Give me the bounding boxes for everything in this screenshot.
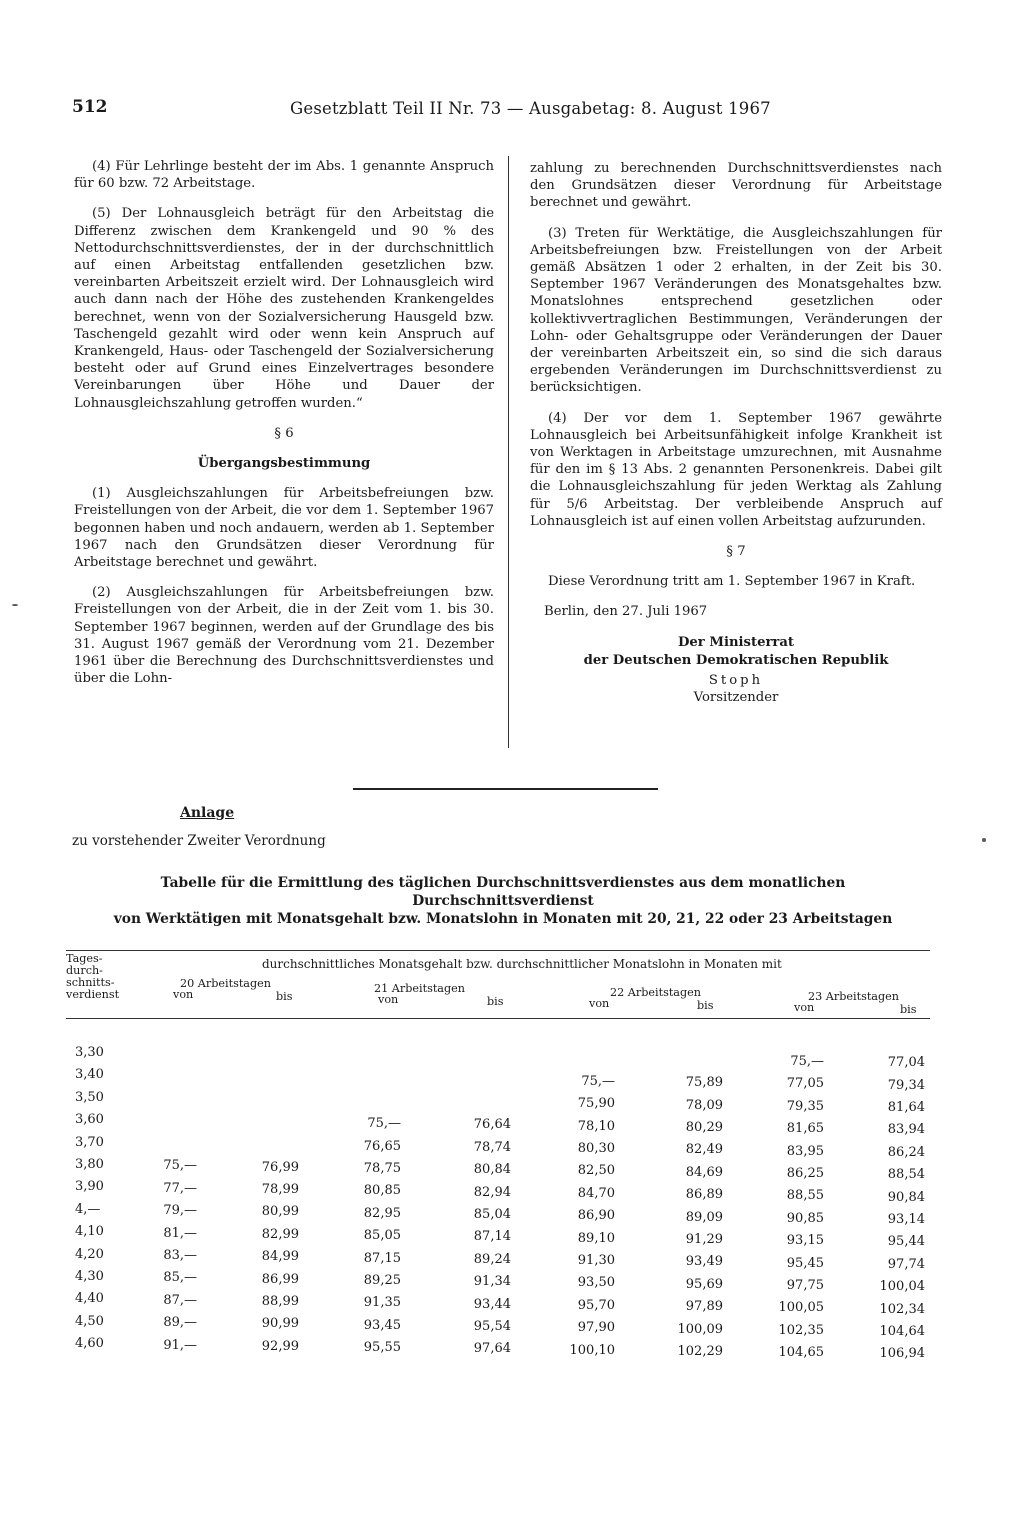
table-cell-c23-from: 79,35: [786, 1098, 824, 1114]
table-cell-c22-from: 80,30: [577, 1141, 615, 1157]
table-cell-day-rate: 3,60: [75, 1112, 104, 1128]
table-cell-c20-from: 77,—: [163, 1180, 197, 1196]
table-cell-day-rate: 4,20: [75, 1246, 104, 1262]
table-cell-c23-to: 81,64: [887, 1100, 925, 1115]
table-cell-c22-from: 100,10: [569, 1342, 615, 1358]
table-cell-c21-from: 87,15: [363, 1250, 401, 1266]
table-cell-c22-from: 89,10: [577, 1230, 615, 1246]
table-cell-day-rate: 4,10: [75, 1224, 104, 1240]
section-6-paragraph-2: (2) Ausgleichszahlungen für Arbeitsbefreiungen bzw. Freistellungen von der Arbeit, die in der Zeit vom 1. bis 30. September 1967 beginnen, werden auf der Grundlage des bis 31. August 1967 gemäß der Verordnung vom 21. Dezember 1961 über die Berechnung des Durchschnittsverdienstes und über die Lohn-: [74, 585, 494, 687]
table-cell-c20-to: 90,99: [261, 1316, 299, 1332]
table-cell-c20-to: 76,99: [261, 1159, 299, 1175]
section-6-paragraph-1: (1) Ausgleichszahlungen für Arbeitsbefreiungen bzw. Freistellungen von der Arbeit, die vor dem 1. September 1967 begonnen haben und noch andauern, werden ab 1. September 1967 nach den Grundsätzen dieser Verordnung für Arbeitstage berechnet und gewährt.: [74, 486, 494, 571]
continuation-text: zahlung zu berechnenden Durchschnittsverdienstes nach den Grundsätzen dieser Verordnung für Arbeitstage berechnet und gewährt.: [530, 161, 942, 211]
from-label: von: [378, 993, 399, 1006]
table-cell-c23-to: 79,34: [887, 1077, 925, 1093]
table-cell-c23-from: 95,45: [786, 1255, 824, 1271]
section-6-paragraph-3: (3) Treten für Werktätige, die Ausgleichszahlungen für Arbeitsbefreiungen bzw. Freistellungen von der Arbeit gemäß Absätzen 1 oder 2 erhalten, in der Zeit bis 30. September 1967 Veränderungen des Monatsgehaltes bzw. Monatslohnes entsprechend gesetzlichen oder kollektivvertraglichen Bestimmungen, Veränderungen der Lohn- oder Gehaltsgruppe oder Veränderungen der Dauer der vereinbarten Arbeitszeit ein, so sind die sich daraus ergebenden Veränderungen im Durchschnittsverdienst zu berücksichtigen.: [530, 225, 942, 396]
table-cell-c21-to: 85,04: [473, 1207, 511, 1223]
table-cell-c22-to: 78,09: [685, 1097, 723, 1113]
table-cell-c21-from: 78,75: [363, 1160, 401, 1176]
header-first-column-line: durch-: [66, 964, 103, 977]
table-cell-c21-to: 89,24: [473, 1251, 511, 1267]
table-cell-c20-to: 84,99: [261, 1249, 299, 1265]
table-cell-c22-to: 82,49: [685, 1142, 723, 1158]
table-cell-c22-to: 86,89: [685, 1187, 723, 1203]
paragraph-4: (4) Für Lehrlinge besteht der im Abs. 1 genannte Anspruch für 60 bzw. 72 Arbeitstage.: [74, 159, 494, 192]
table-cell-c21-from: 91,35: [363, 1295, 401, 1311]
table-cell-day-rate: 3,40: [75, 1067, 104, 1083]
signature-block: [530, 634, 942, 706]
table-cell-c20-from: 83,—: [163, 1248, 197, 1264]
right-column: [530, 160, 942, 706]
left-column: [74, 158, 494, 700]
from-label: von: [173, 988, 194, 1001]
table-cell-c20-from: 85,—: [163, 1270, 197, 1286]
section-7-number: § 7: [726, 544, 746, 560]
table-cell-c23-from: 93,15: [786, 1233, 824, 1249]
table-cell-c23-from: 90,85: [786, 1210, 824, 1226]
table-cell-c22-from: 78,10: [577, 1118, 615, 1134]
table-cell-c22-to: 89,09: [685, 1209, 723, 1225]
table-cell-c22-to: 93,49: [685, 1254, 723, 1270]
table-cell-day-rate: 4,30: [75, 1269, 104, 1284]
table-cell-day-rate: 3,80: [75, 1157, 104, 1172]
signature-org-line-2: der Deutschen Demokratischen Republik: [583, 652, 889, 668]
table-cell-c21-to: 80,84: [473, 1162, 511, 1178]
table-cell-c23-from: 88,55: [786, 1188, 824, 1204]
annex-title: Anlage: [180, 805, 235, 821]
header-first-column-line: verdienst: [66, 988, 120, 1001]
table-cell-c21-from: 75,—: [367, 1116, 401, 1132]
signature-name: Stoph: [708, 672, 764, 688]
header-first-column-line: Tages-: [66, 952, 103, 965]
table-cell-c23-from: 75,—: [790, 1053, 824, 1069]
group-22-label: 22 Arbeitstagen: [610, 986, 701, 999]
table-cell-c22-from: 84,70: [577, 1185, 615, 1201]
annex-subtitle: zu vorstehender Zweiter Verordnung: [72, 833, 326, 849]
table-cell-c23-to: 95,44: [887, 1234, 925, 1250]
running-header: Gesetzblatt Teil II Nr. 73 — Ausgabetag: 8. August 1967: [290, 99, 771, 118]
table-cell-c22-to: 97,89: [685, 1299, 723, 1315]
table-cell-day-rate: 4,40: [75, 1291, 104, 1307]
table-cell-c20-from: 89,—: [163, 1315, 197, 1331]
table-cell-c22-to: 91,29: [685, 1231, 723, 1247]
table-cell-c21-from: 85,05: [363, 1228, 401, 1244]
table-cell-c22-from: 91,30: [577, 1253, 615, 1269]
table-cell-c22-to: 102,29: [677, 1343, 723, 1359]
table-cell-c23-from: 104,65: [778, 1345, 824, 1361]
to-label: bis: [900, 1003, 917, 1016]
table-cell-c22-to: 80,29: [685, 1119, 723, 1135]
table-cell-c21-to: 95,54: [473, 1319, 511, 1335]
table-cell-c22-from: 95,70: [577, 1297, 615, 1313]
table-cell-c21-from: 76,65: [363, 1138, 401, 1154]
table-cell-c20-from: 81,—: [163, 1225, 197, 1241]
group-23-label: 23 Arbeitstagen: [808, 990, 899, 1003]
table-title: [72, 874, 934, 928]
table-cell-c21-from: 80,85: [363, 1183, 401, 1199]
header-span: durchschnittliches Monatsgehalt bzw. durchschnittlicher Monatslohn in Monaten mit: [262, 957, 782, 971]
scan-speck: [982, 838, 986, 842]
table-cell-day-rate: 4,60: [75, 1336, 104, 1352]
section-6-paragraph-4: (4) Der vor dem 1. September 1967 gewährte Lohnausgleich bei Arbeitsunfähigkeit infolge Krankheit ist von Werktagen in Arbeitstage umzurechnen, mit Ausnahme für den im § 13 Abs. 2 genannten Personenkreis. Dabei gilt die Lohnausgleichszahlung für jeden Werktag als Zahlung für 5/6 Arbeitstag. Der verbleibende Anspruch auf Lohnausgleich ist auf einen vollen Arbeitstag aufzurunden.: [530, 410, 942, 529]
paragraph-5: (5) Der Lohnausgleich beträgt für den Arbeitstag die Differenz zwischen dem Krankengeld und 90 % des Nettodurchschnittsverdienstes, der in der durchschnittlich auf einen Arbeitstag entfallenden gesetzlichen bzw. vereinbarten Arbeitszeit erzielt wird. Der Lohnausgleich wird auch dann nach der Höhe des zustehenden Krankengeldes berechnet, wenn von der Sozialversicherung Hausgeld bzw. Taschengeld gezahlt wird oder wenn kein Anspruch auf Krankengeld, Haus- oder Taschengeld der Sozialversicherung besteht oder auf Grund eines Einzelvertrages besondere Vereinbarungen über Höhe und Dauer der Lohnausgleichszahlung getroffen wurden.“: [74, 206, 494, 411]
to-label: bis: [697, 999, 714, 1012]
table-cell-c22-from: 75,90: [577, 1096, 615, 1112]
page-number: 512: [72, 97, 108, 117]
table-cell-day-rate: 3,90: [75, 1179, 104, 1195]
section-6-number: § 6: [274, 425, 294, 441]
table-cell-c21-to: 76,64: [473, 1117, 511, 1133]
table-cell-c21-to: 97,64: [473, 1341, 511, 1357]
table-cell-c22-to: 95,69: [685, 1276, 723, 1292]
table-cell-c21-from: 82,95: [363, 1205, 401, 1221]
table-cell-c22-from: 97,90: [577, 1320, 615, 1336]
table-cell-c23-from: 100,05: [778, 1300, 824, 1316]
section-6-title: Übergangsbestimmung: [197, 456, 371, 472]
table-cell-c22-to: 84,69: [685, 1164, 723, 1180]
scan-speck: [12, 604, 18, 606]
table-cell-c20-to: 78,99: [261, 1182, 299, 1198]
table-cell-c21-from: 93,45: [363, 1317, 401, 1333]
from-label: von: [794, 1001, 815, 1014]
table-cell-c21-to: 93,44: [473, 1296, 511, 1312]
table-cell-c23-from: 97,75: [786, 1277, 824, 1293]
to-label: bis: [487, 995, 504, 1008]
table-cell-c23-to: 86,24: [887, 1144, 925, 1160]
table-cell-c23-to: 77,04: [887, 1055, 925, 1071]
table-cell-c20-from: 75,—: [163, 1158, 197, 1174]
table-cell-c23-to: 93,14: [887, 1212, 925, 1227]
table-cell-c20-to: 92,99: [261, 1338, 299, 1354]
table-cell-day-rate: 3,70: [75, 1134, 104, 1150]
table-cell-c23-to: 88,54: [887, 1167, 925, 1183]
table-cell-c23-from: 86,25: [786, 1165, 824, 1181]
table-cell-c20-to: 86,99: [261, 1271, 299, 1287]
table-cell-c22-from: 75,—: [581, 1073, 615, 1089]
table-cell-c21-to: 87,14: [473, 1229, 511, 1245]
table-cell-c21-to: 82,94: [473, 1184, 511, 1200]
table-cell-c23-from: 77,05: [786, 1076, 824, 1092]
table-cell-c23-to: 97,74: [887, 1256, 925, 1272]
table-cell-c22-from: 93,50: [577, 1275, 615, 1291]
table-cell-c23-to: 100,04: [879, 1279, 925, 1295]
table-cell-c20-to: 80,99: [261, 1204, 299, 1220]
table-cell-c23-to: 102,34: [879, 1301, 925, 1317]
table-cell-c20-from: 91,—: [163, 1337, 197, 1353]
header-first-column-line: schnitts-: [66, 976, 115, 989]
from-label: von: [589, 997, 610, 1010]
table-cell-day-rate: 4,—: [75, 1201, 101, 1217]
table-cell-c21-from: 95,55: [363, 1340, 401, 1356]
section-7-text: Diese Verordnung tritt am 1. September 1967 in Kraft.: [548, 574, 916, 590]
table-cell-c22-to: 75,89: [685, 1075, 723, 1091]
table-cell-c21-to: 78,74: [473, 1139, 511, 1155]
table-cell-c20-from: 79,—: [163, 1203, 197, 1219]
table-cell-c23-from: 83,95: [786, 1143, 824, 1159]
table-cell-c23-to: 104,64: [879, 1324, 925, 1339]
table-cell-c20-to: 82,99: [261, 1226, 299, 1242]
header-first-column: [66, 953, 146, 1001]
table-cell-day-rate: 3,50: [75, 1089, 104, 1105]
table-cell-c22-to: 100,09: [677, 1321, 723, 1337]
section-divider-rule: [353, 788, 658, 790]
table-cell-c21-from: 89,25: [363, 1272, 401, 1288]
table-cell-day-rate: 4,50: [75, 1313, 104, 1329]
signature-org-line-1: Der Ministerrat: [677, 634, 794, 650]
table-cell-c22-from: 82,50: [577, 1163, 615, 1179]
table-cell-day-rate: 3,30: [75, 1045, 104, 1060]
table-cell-c23-to: 90,84: [887, 1189, 925, 1205]
table-cell-c22-from: 86,90: [577, 1208, 615, 1224]
table-cell-c23-to: 83,94: [887, 1122, 925, 1138]
to-label: bis: [276, 990, 293, 1003]
place-date: Berlin, den 27. Juli 1967: [544, 604, 708, 620]
table-cell-c23-from: 81,65: [786, 1121, 824, 1137]
table-cell-c20-from: 87,—: [163, 1292, 197, 1308]
table-header-rule: [66, 1018, 930, 1019]
group-21-label: 21 Arbeitstagen: [374, 982, 465, 995]
table-cell-c23-to: 106,94: [879, 1346, 925, 1362]
table-cell-c21-to: 91,34: [473, 1274, 511, 1290]
table-cell-c23-from: 102,35: [778, 1322, 824, 1338]
table-top-rule: [66, 950, 930, 951]
signature-role: Vorsitzender: [693, 689, 779, 705]
column-divider: [508, 156, 509, 748]
table-title-line-2: von Werktätigen mit Monatsgehalt bzw. Monatslohn in Monaten mit 20, 21, 22 oder 23 Arbeitstagen: [113, 911, 893, 927]
group-20-label: 20 Arbeitstagen: [180, 977, 271, 990]
table-cell-c20-to: 88,99: [261, 1294, 299, 1310]
table-title-line-1: Tabelle für die Ermittlung des täglichen Durchschnittsverdienstes aus dem monatlichen Durchschnittsverdienst: [160, 875, 846, 909]
